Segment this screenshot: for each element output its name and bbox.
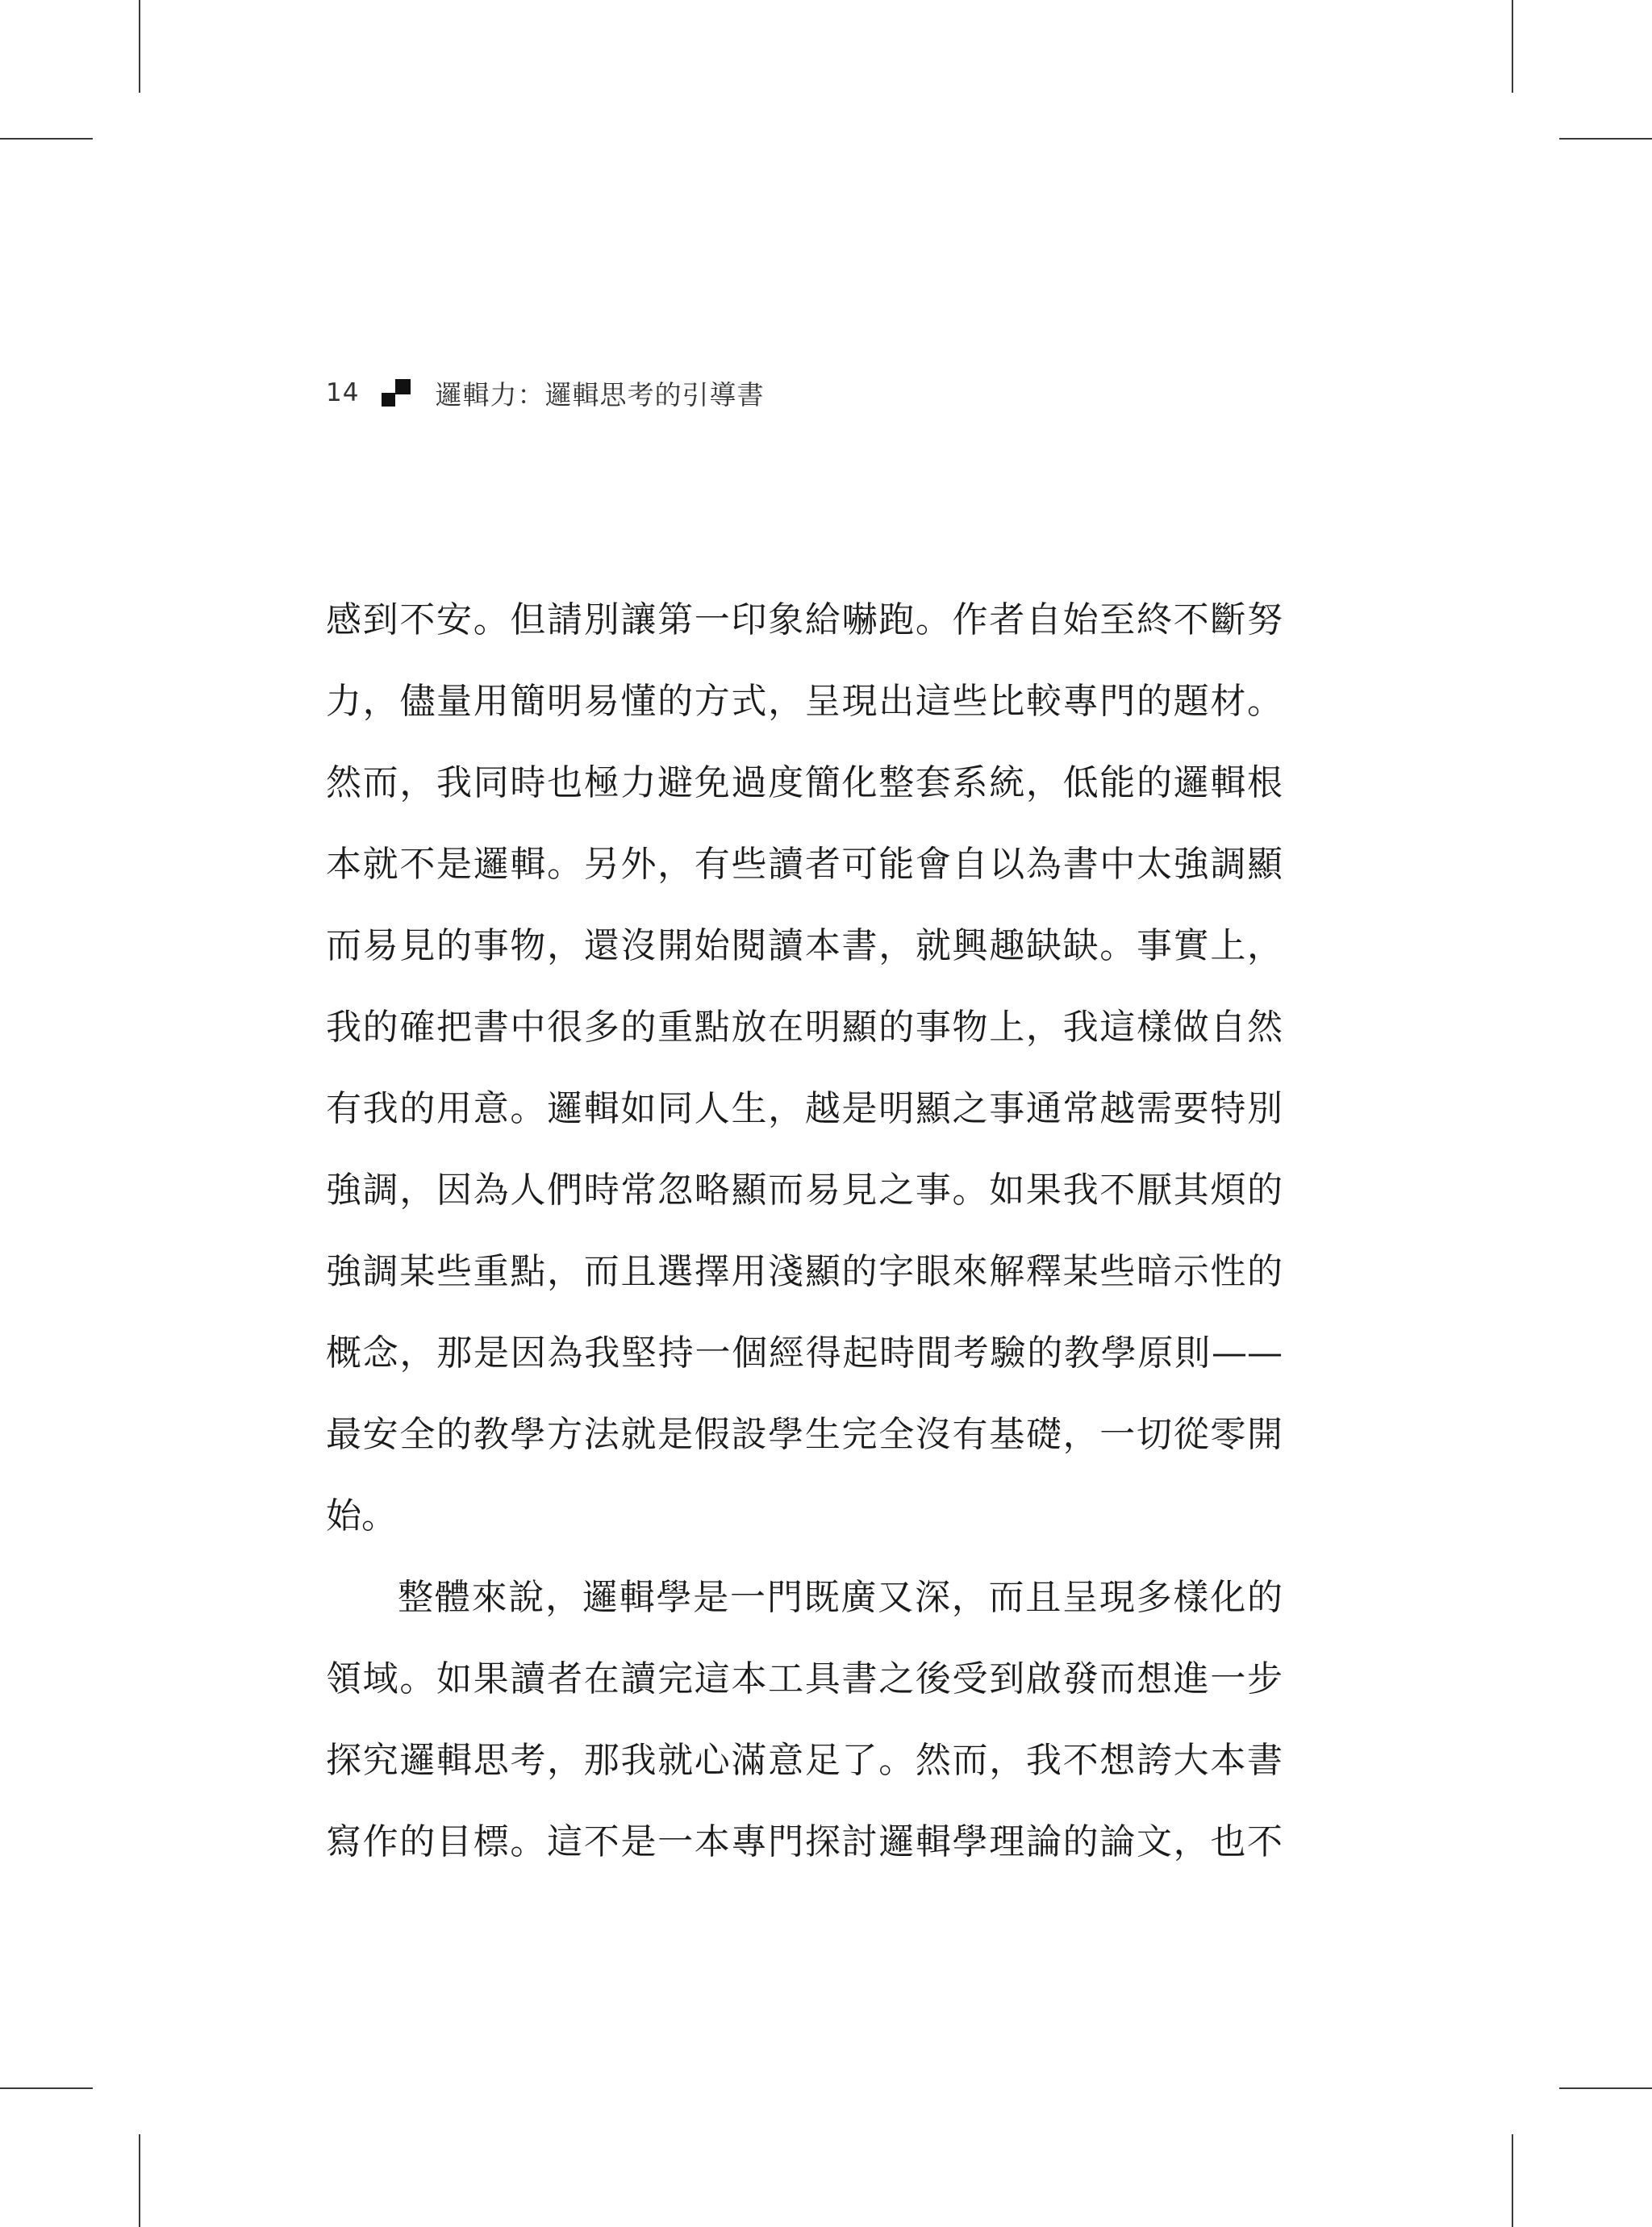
text-line: 領域。如果讀者在讀完這本工具書之後受到啟發而想進一步	[326, 1658, 1283, 1699]
text-line: 始。	[326, 1495, 397, 1537]
text-line: 探究邏輯思考，那我就心滿意足了。然而，我不想誇大本書	[326, 1740, 1283, 1781]
text-line: 強調，因為人們時常忽略顯而易見之事。如果我不厭其煩的	[326, 1170, 1283, 1211]
crop-mark-bottom-left-vertical	[139, 2134, 140, 2227]
crop-mark-bottom-left-horizontal	[0, 2087, 93, 2089]
book-mark-icon	[382, 379, 411, 407]
text-line: 概念，那是因為我堅持一個經得起時間考驗的教學原則——	[326, 1332, 1283, 1374]
text-line: 我的確把書中很多的重點放在明顯的事物上，我這樣做自然	[326, 1007, 1283, 1048]
paragraph-first-line: 整體來說，邏輯學是一門既廣又深，而且呈現多樣化的	[398, 1577, 1283, 1618]
text-line: 本就不是邏輯。另外，有些讀者可能會自以為書中太強調顯	[326, 844, 1283, 885]
text-line: 最安全的教學方法就是假設學生完全沒有基礎，一切從零開	[326, 1414, 1283, 1455]
text-line: 有我的用意。邏輯如同人生，越是明顯之事通常越需要特別	[326, 1088, 1283, 1129]
page-number: 14	[326, 378, 360, 407]
running-head	[326, 373, 764, 413]
crop-mark-top-left-horizontal	[0, 138, 93, 140]
crop-mark-top-left-vertical	[139, 0, 140, 93]
text-line: 然而，我同時也極力避免過度簡化整套系統，低能的邏輯根	[326, 762, 1283, 803]
crop-mark-top-right-horizontal	[1559, 138, 1652, 140]
text-line: 力，儘量用簡明易懂的方式，呈現出這些比較專門的題材。	[326, 681, 1283, 722]
crop-mark-bottom-right-horizontal	[1559, 2087, 1652, 2089]
running-title: 邏輯力：邏輯思考的引導書	[435, 378, 765, 411]
text-line: 寫作的目標。這不是一本專門探討邏輯學理論的論文，也不	[326, 1821, 1283, 1862]
text-line: 而易見的事物，還沒開始閱讀本書，就興趣缺缺。事實上，	[326, 925, 1283, 966]
body-text	[326, 579, 1283, 1883]
crop-mark-bottom-right-vertical	[1512, 2134, 1513, 2227]
crop-mark-top-right-vertical	[1512, 0, 1513, 93]
text-line: 感到不安。但請別讓第一印象給嚇跑。作者自始至終不斷努	[326, 599, 1283, 640]
text-line: 強調某些重點，而且選擇用淺顯的字眼來解釋某些暗示性的	[326, 1251, 1283, 1292]
